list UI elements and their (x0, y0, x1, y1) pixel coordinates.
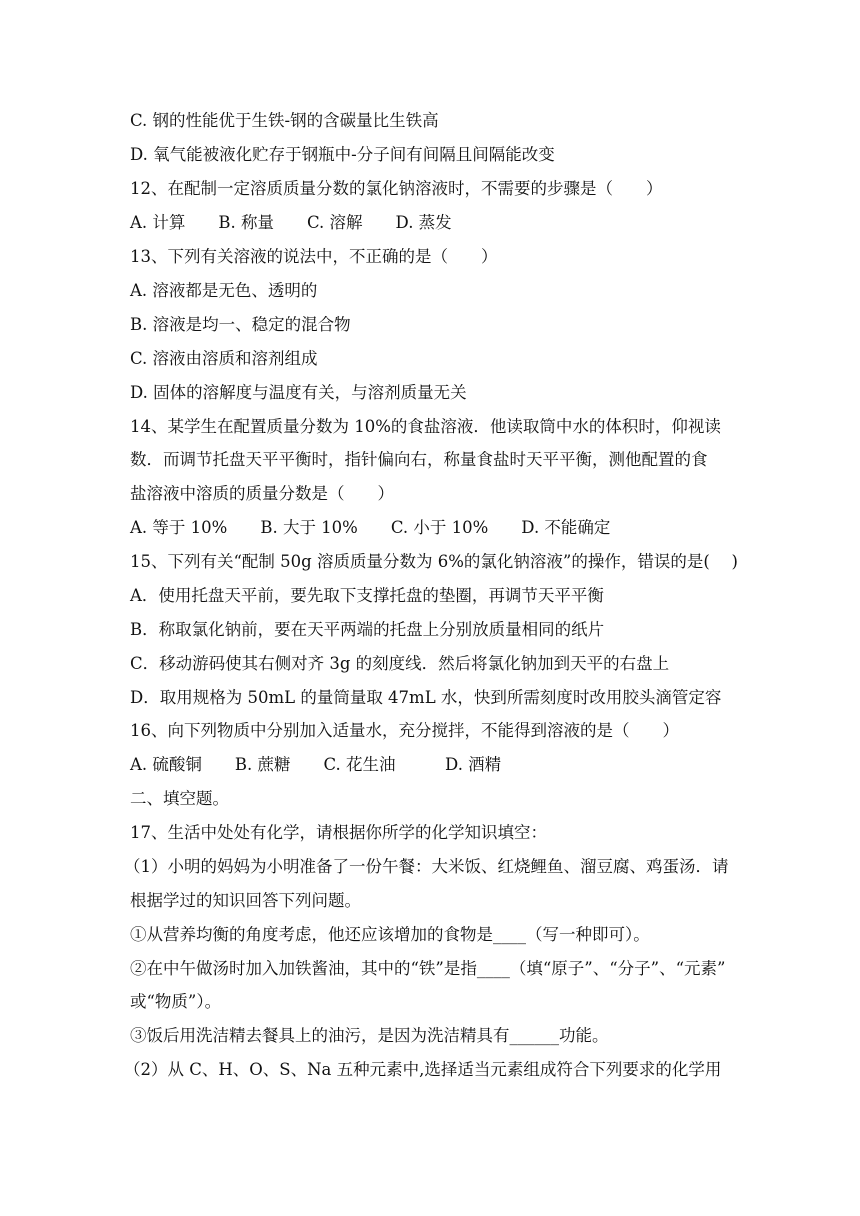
question-17-sub2-line1: ②在中午做汤时加入加铁酱油，其中的“铁”是指____（填“原子”、“分子”、“元素” (130, 959, 726, 978)
options-14: A. 等于 10% B. 大于 10% C. 小于 10% D. 不能确定 (130, 518, 611, 537)
question-17-sub1: ①从营养均衡的角度考虑，他还应该增加的食物是____（写一种即可）。 (130, 925, 650, 944)
question-13: 13、下列有关溶液的说法中，不正确的是（ ） (130, 247, 498, 266)
section-heading-fill-in: 二、填空题。 (130, 789, 229, 808)
question-17: 17、生活中处处有化学，请根据你所学的化学知识填空： (130, 823, 547, 842)
option-13a: A. 溶液都是无色、透明的 (130, 281, 318, 300)
option-15b: B．称取氯化钠前，要在天平两端的托盘上分别放质量相同的纸片 (130, 620, 605, 639)
options-12: A. 计算 B. 称量 C. 溶解 D. 蒸发 (130, 213, 452, 232)
question-12: 12、在配制一定溶质质量分数的氯化钠溶液时，不需要的步骤是（ ） (130, 179, 663, 198)
option-13b: B. 溶液是均一、稳定的混合物 (130, 315, 351, 334)
question-14-line2: 数．而调节托盘天平平衡时，指针偏向右，称量食盐时天平平衡，测他配置的食 (130, 450, 708, 469)
option-15a: A．使用托盘天平前，要先取下支撑托盘的垫圈，再调节天平平衡 (130, 586, 604, 605)
question-17-sub3: ③饭后用洗洁精去餐具上的油污，是因为洗洁精具有______功能。 (130, 1026, 609, 1045)
question-17-part2: （2）从 C、H、O、S、Na 五种元素中,选择适当元素组成符合下列要求的化学用 (124, 1060, 722, 1079)
options-16: A. 硫酸铜 B. 蔗糖 C. 花生油 D. 酒精 (130, 755, 502, 774)
option-15c: C．移动游码使其右侧对齐 3g 的刻度线．然后将氯化钠加到天平的右盘上 (130, 654, 670, 673)
question-14-line3: 盐溶液中溶质的质量分数是（ ） (130, 484, 394, 503)
option-13d: D. 固体的溶解度与温度有关，与溶剂质量无关 (130, 383, 467, 402)
option-13c: C. 溶液由溶质和溶剂组成 (130, 349, 318, 368)
question-16: 16、向下列物质中分别加入适量水，充分搅拌，不能得到溶液的是（ ） (130, 721, 679, 740)
option-11c: C. 钢的性能优于生铁-钢的含碳量比生铁高 (130, 111, 439, 130)
option-15d: D．取用规格为 50mL 的量筒量取 47mL 水，快到所需刻度时改用胶头滴管定容 (130, 688, 722, 707)
question-17-part1-line1: （1）小明的妈妈为小明准备了一份午餐：大米饭、红烧鲤鱼、溜豆腐、鸡蛋汤．请 (124, 857, 729, 876)
question-15: 15、下列有关“配制 50g 溶质质量分数为 6%的氯化钠溶液”的操作，错误的是( ) (130, 552, 738, 571)
question-17-part1-line2: 根据学过的知识回答下列问题。 (130, 891, 361, 910)
option-11d: D. 氧气能被液化贮存于钢瓶中-分子间有间隔且间隔能改变 (130, 145, 555, 164)
question-14-line1: 14、某学生在配置质量分数为 10%的食盐溶液．他读取筒中水的体积时，仰视读 (130, 417, 721, 436)
question-17-sub2-line2: 或“物质”）。 (130, 992, 222, 1011)
